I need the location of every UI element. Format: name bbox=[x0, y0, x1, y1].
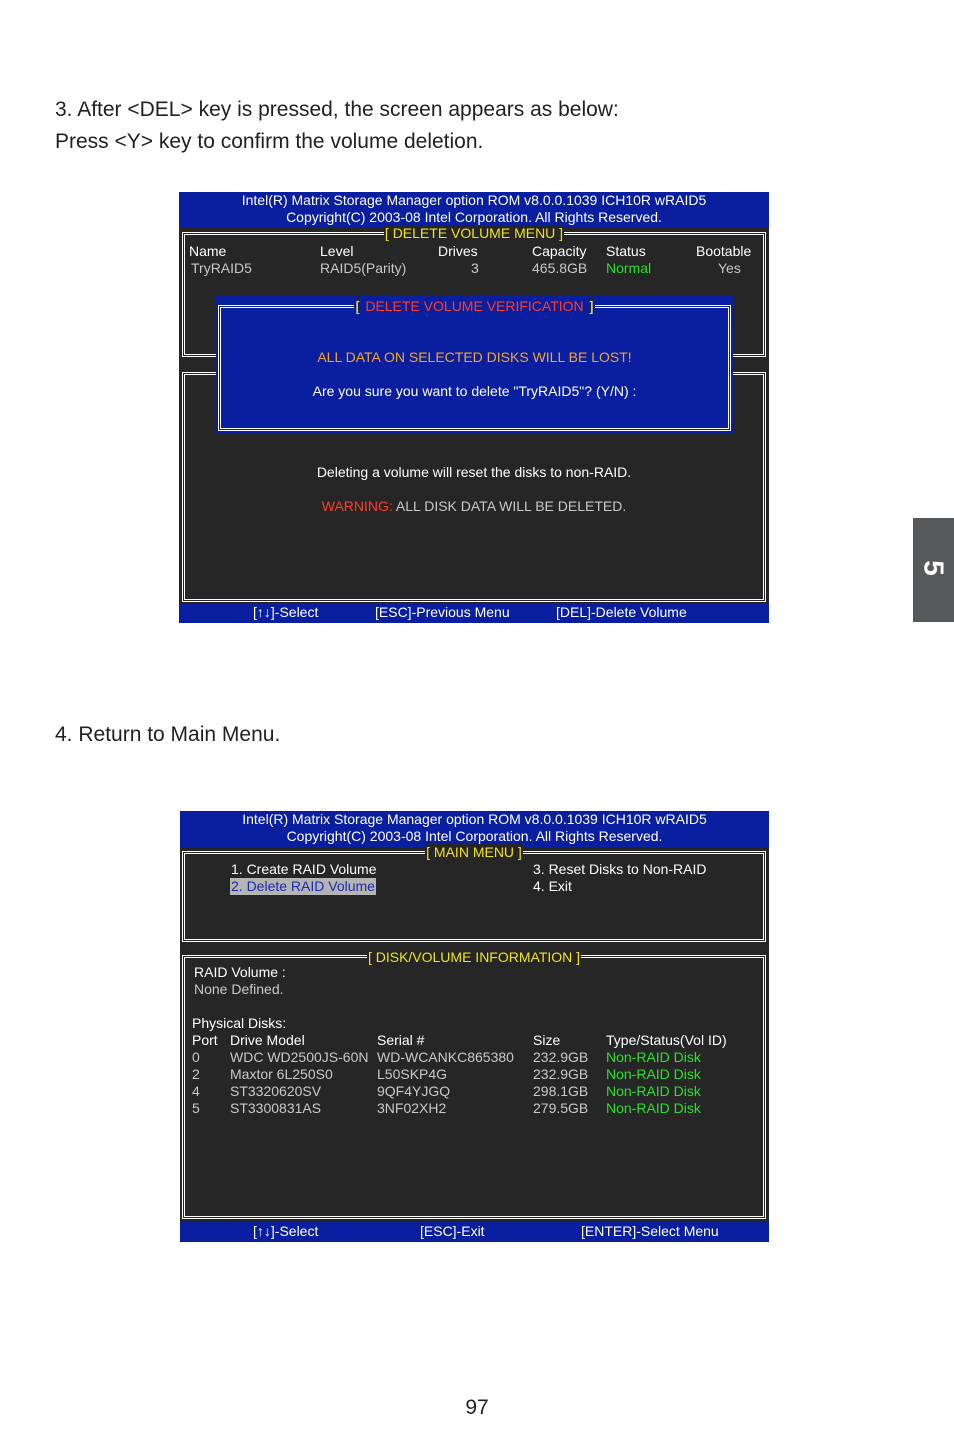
bios-screen-main: Intel(R) Matrix Storage Manager option ROM v8.0.0.1039 ICH10R wRAID5 Copyright(C) 2003-08 Intel Corporation. All Rights Reserved. [ MAIN MENU ] 1. Create RAID Volume 2. Delete RAID Volume 3. Reset Disks to Non-RAID 4. Exit [ DISK/VOLUME INFORMATION ] RAID Volume : None Defined. Physical Disks: Port Drive Model Serial # Size Type/Status(Vol ID) 0 WDC WD2500JS-60N WD-WCANKC865380 232.9GB Non-RAID Disk 2 Maxtor 6L250S0 L50SKP4G 232.9GB Non-RAID Disk 4 ST3320620SV 9QF4YJGQ 298.1GB Non-RAID Disk 5 ST3300831AS 3NF02XH2 279.5GB Non-RAID Disk [↑↓]-Select [ESC]-Exit [ENTER]-Select Menu bbox=[180, 811, 769, 1242]
delete-verification-dialog[interactable]: [ DELETE VOLUME VERIFICATION ] ALL DATA ON SELECTED DISKS WILL BE LOST! Are you sure you want to delete "TryRAID5"? (Y/N) : bbox=[216, 296, 733, 433]
volume-name[interactable]: TryRAID5 bbox=[191, 260, 252, 276]
bios-header bbox=[179, 192, 769, 228]
volume-level: RAID5(Parity) bbox=[320, 260, 407, 276]
raid-volume-value: None Defined. bbox=[194, 981, 284, 997]
bios-header-line1: Intel(R) Matrix Storage Manager option ROM v8.0.0.1039 ICH10R wRAID5 bbox=[241, 192, 707, 208]
col-bootable: Bootable bbox=[696, 243, 752, 259]
delete-volume-menu-legend: [ DELETE VOLUME MENU ] bbox=[384, 225, 564, 241]
col-drive-model: Drive Model bbox=[230, 1032, 305, 1048]
disk-volume-info-legend: [ DISK/VOLUME INFORMATION ] bbox=[367, 949, 581, 965]
col-status: Status bbox=[606, 243, 646, 259]
menu-item-exit[interactable]: 4. Exit bbox=[533, 878, 572, 894]
step4-line: 4. Return to Main Menu. bbox=[55, 723, 281, 746]
footer-previous-menu: [ESC]-Previous Menu bbox=[375, 604, 510, 620]
menu-item-delete-raid-volume[interactable]: 2. Delete RAID Volume bbox=[231, 878, 375, 894]
footer-select: [↑↓]-Select bbox=[253, 1223, 319, 1239]
footer-select: [↑↓]-Select bbox=[253, 604, 319, 620]
col-drives: Drives bbox=[438, 243, 478, 259]
volume-status: Normal bbox=[606, 260, 652, 276]
page-number: 97 bbox=[465, 1396, 489, 1419]
bios-footer bbox=[179, 603, 769, 623]
col-size: Size bbox=[533, 1032, 561, 1048]
footer-exit: [ESC]-Exit bbox=[420, 1223, 485, 1239]
bios-footer bbox=[180, 1222, 769, 1242]
physical-disks-label: Physical Disks: bbox=[192, 1015, 287, 1031]
col-level: Level bbox=[320, 243, 354, 259]
bios-header-line2: Copyright(C) 2003-08 Intel Corporation. All Rights Reserved. bbox=[286, 209, 662, 225]
chapter-tab bbox=[913, 518, 954, 622]
chapter-number: 5 bbox=[918, 560, 950, 576]
main-menu-legend: [ MAIN MENU ] bbox=[426, 844, 522, 860]
volume-bootable: Yes bbox=[718, 260, 741, 276]
bios-header-line1: Intel(R) Matrix Storage Manager option ROM v8.0.0.1039 ICH10R wRAID5 bbox=[242, 811, 707, 827]
warning-text: ALL DISK DATA WILL BE DELETED. bbox=[392, 498, 627, 514]
dialog-question: Are you sure you want to delete "TryRAID5"? (Y/N) : bbox=[312, 383, 637, 399]
footer-delete-volume: [DEL]-Delete Volume bbox=[556, 604, 687, 620]
menu-item-create-raid-volume[interactable]: 1. Create RAID Volume bbox=[231, 861, 377, 877]
col-capacity: Capacity bbox=[532, 243, 587, 259]
raid-volume-label: RAID Volume : bbox=[194, 964, 286, 980]
col-port: Port bbox=[192, 1032, 218, 1048]
bios-header-line2: Copyright(C) 2003-08 Intel Corporation. All Rights Reserved. bbox=[286, 828, 663, 844]
bios-header bbox=[180, 811, 769, 847]
col-serial: Serial # bbox=[377, 1032, 425, 1048]
step3-line2: Press <Y> key to confirm the volume deletion. bbox=[55, 130, 484, 153]
col-type-status: Type/Status(Vol ID) bbox=[606, 1032, 727, 1048]
col-name: Name bbox=[189, 243, 227, 259]
bios-screen-delete bbox=[179, 192, 769, 623]
delete-verification-legend: DELETE VOLUME VERIFICATION bbox=[361, 298, 588, 314]
volume-capacity: 465.8GB bbox=[532, 260, 588, 276]
volume-drives: 3 bbox=[471, 260, 479, 276]
warning-label: WARNING: bbox=[321, 498, 393, 514]
dialog-warning: ALL DATA ON SELECTED DISKS WILL BE LOST! bbox=[317, 349, 632, 365]
footer-select-menu: [ENTER]-Select Menu bbox=[581, 1223, 719, 1239]
menu-item-reset-disks[interactable]: 3. Reset Disks to Non-RAID bbox=[533, 861, 707, 877]
step3-line1: 3. After <DEL> key is pressed, the screen appears as below: bbox=[55, 98, 619, 121]
delete-info-line: Deleting a volume will reset the disks to non-RAID. bbox=[316, 464, 632, 480]
delete-warning bbox=[179, 498, 769, 515]
